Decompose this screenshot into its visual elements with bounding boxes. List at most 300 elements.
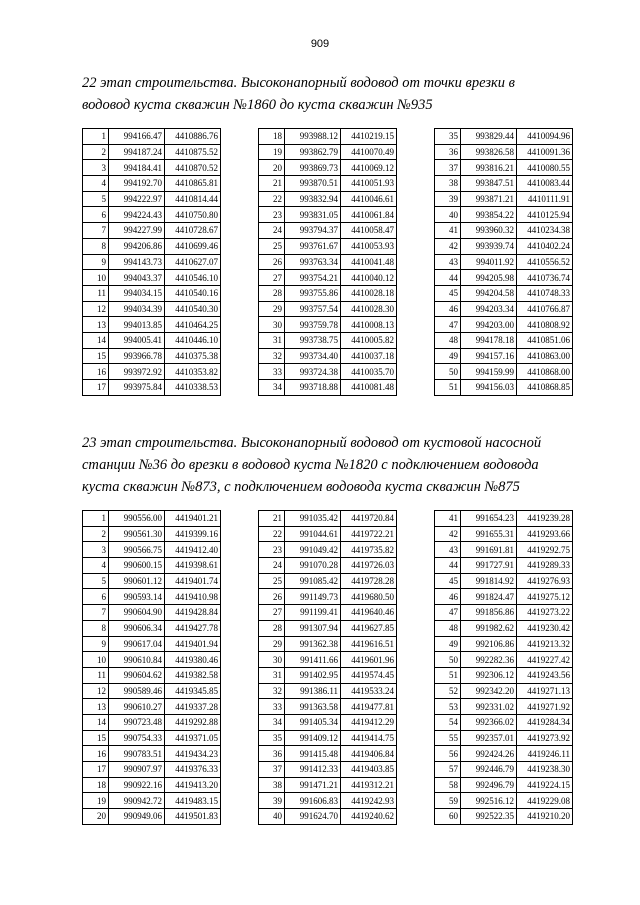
table-row (259, 777, 397, 793)
point-number-cell: 17 (83, 380, 109, 396)
y-coordinate-cell: 4419574.45 (341, 667, 397, 683)
table-row (259, 144, 397, 160)
point-number-cell: 4 (83, 176, 109, 192)
y-coordinate-cell: 4410070.49 (341, 144, 397, 160)
coordinates-table (258, 128, 397, 396)
table-row (83, 605, 221, 621)
y-coordinate-cell: 4419413.20 (165, 777, 221, 793)
table-row (435, 652, 573, 668)
table-row (259, 558, 397, 574)
x-coordinate-cell: 991856.86 (461, 605, 517, 621)
point-number-cell: 1 (83, 511, 109, 527)
point-number-cell: 19 (83, 793, 109, 809)
y-coordinate-cell: 4419427.78 (165, 620, 221, 636)
x-coordinate-cell: 994034.15 (109, 285, 165, 301)
point-number-cell: 45 (435, 285, 461, 301)
section-title-line: 23 этап строительства. Высоконапорный водовод от кустовой насосной (82, 435, 542, 451)
y-coordinate-cell: 4419412.40 (165, 542, 221, 558)
point-number-cell: 53 (435, 699, 461, 715)
y-coordinate-cell: 4410040.12 (341, 270, 397, 286)
y-coordinate-cell: 4419284.34 (517, 714, 573, 730)
table-row (435, 511, 573, 527)
table-row (83, 176, 221, 192)
point-number-cell: 31 (259, 667, 285, 683)
table-row (259, 573, 397, 589)
point-number-cell: 21 (259, 176, 285, 192)
point-number-cell: 35 (259, 730, 285, 746)
x-coordinate-cell: 993816.21 (461, 160, 517, 176)
table-row (83, 191, 221, 207)
x-coordinate-cell: 994034.39 (109, 301, 165, 317)
y-coordinate-cell: 4419401.21 (165, 511, 221, 527)
y-coordinate-cell: 4410058.47 (341, 223, 397, 239)
table-row (83, 636, 221, 652)
x-coordinate-cell: 993718.88 (285, 380, 341, 396)
point-number-cell: 11 (83, 667, 109, 683)
table-row (83, 573, 221, 589)
x-coordinate-cell: 993754.21 (285, 270, 341, 286)
table-row (83, 777, 221, 793)
table-row (259, 270, 397, 286)
table-row (435, 270, 573, 286)
table-row (435, 301, 573, 317)
point-number-cell: 20 (259, 160, 285, 176)
x-coordinate-cell: 993794.37 (285, 223, 341, 239)
y-coordinate-cell: 4419230.42 (517, 620, 573, 636)
point-number-cell: 52 (435, 683, 461, 699)
table-row (83, 714, 221, 730)
table-row (83, 526, 221, 542)
y-coordinate-cell: 4410094.96 (517, 129, 573, 145)
y-coordinate-cell: 4410069.12 (341, 160, 397, 176)
table-row (435, 714, 573, 730)
point-number-cell: 24 (259, 223, 285, 239)
x-coordinate-cell: 990561.30 (109, 526, 165, 542)
x-coordinate-cell: 993826.58 (461, 144, 517, 160)
x-coordinate-cell: 992366.02 (461, 714, 517, 730)
x-coordinate-cell: 994227.99 (109, 223, 165, 239)
x-coordinate-cell: 994192.70 (109, 176, 165, 192)
x-coordinate-cell: 994157.16 (461, 348, 517, 364)
y-coordinate-cell: 4410051.93 (341, 176, 397, 192)
table-row (83, 207, 221, 223)
x-coordinate-cell: 993871.21 (461, 191, 517, 207)
y-coordinate-cell: 4419376.33 (165, 762, 221, 778)
table-row (83, 542, 221, 558)
table-row (259, 589, 397, 605)
x-coordinate-cell: 993734.40 (285, 348, 341, 364)
x-coordinate-cell: 993832.94 (285, 191, 341, 207)
x-coordinate-cell: 991035.42 (285, 511, 341, 527)
x-coordinate-cell: 990566.75 (109, 542, 165, 558)
table-row (435, 683, 573, 699)
table-row (259, 238, 397, 254)
y-coordinate-cell: 4419640.46 (341, 605, 397, 621)
point-number-cell: 29 (259, 636, 285, 652)
x-coordinate-cell: 990604.90 (109, 605, 165, 621)
table-row (435, 542, 573, 558)
point-number-cell: 6 (83, 589, 109, 605)
point-number-cell: 33 (259, 364, 285, 380)
y-coordinate-cell: 4410375.38 (165, 348, 221, 364)
table-row (83, 511, 221, 527)
point-number-cell: 14 (83, 714, 109, 730)
y-coordinate-cell: 4410338.53 (165, 380, 221, 396)
x-coordinate-cell: 993854.22 (461, 207, 517, 223)
coordinates-table (82, 128, 221, 396)
x-coordinate-cell: 993972.92 (109, 364, 165, 380)
table-row (259, 380, 397, 396)
table-row (259, 542, 397, 558)
x-coordinate-cell: 993939.74 (461, 238, 517, 254)
table-row (83, 667, 221, 683)
x-coordinate-cell: 994222.97 (109, 191, 165, 207)
x-coordinate-cell: 994206.86 (109, 238, 165, 254)
x-coordinate-cell: 990589.46 (109, 683, 165, 699)
x-coordinate-cell: 991085.42 (285, 573, 341, 589)
y-coordinate-cell: 4410736.74 (517, 270, 573, 286)
table-row (83, 730, 221, 746)
y-coordinate-cell: 4410699.46 (165, 238, 221, 254)
x-coordinate-cell: 990754.33 (109, 730, 165, 746)
x-coordinate-cell: 991415.48 (285, 746, 341, 762)
point-number-cell: 38 (435, 176, 461, 192)
y-coordinate-cell: 4419292.88 (165, 714, 221, 730)
point-number-cell: 33 (259, 699, 285, 715)
y-coordinate-cell: 4419410.98 (165, 589, 221, 605)
table-row (259, 762, 397, 778)
x-coordinate-cell: 990556.00 (109, 511, 165, 527)
x-coordinate-cell: 994205.98 (461, 270, 517, 286)
point-number-cell: 27 (259, 605, 285, 621)
x-coordinate-cell: 990783.51 (109, 746, 165, 762)
table-row (259, 793, 397, 809)
y-coordinate-cell: 4419728.28 (341, 573, 397, 589)
point-number-cell: 12 (83, 301, 109, 317)
point-number-cell: 43 (435, 254, 461, 270)
y-coordinate-cell: 4419271.13 (517, 683, 573, 699)
point-number-cell: 22 (259, 526, 285, 542)
y-coordinate-cell: 4419312.21 (341, 777, 397, 793)
section-title-line: 22 этап строительства. Высоконапорный водовод от точки врезки в (82, 75, 515, 91)
table-row (83, 699, 221, 715)
y-coordinate-cell: 4410035.70 (341, 364, 397, 380)
point-number-cell: 40 (259, 809, 285, 825)
table-row (83, 746, 221, 762)
x-coordinate-cell: 992496.79 (461, 777, 517, 793)
point-number-cell: 32 (259, 683, 285, 699)
x-coordinate-cell: 991409.12 (285, 730, 341, 746)
point-number-cell: 48 (435, 332, 461, 348)
table-row (259, 652, 397, 668)
y-coordinate-cell: 4410868.00 (517, 364, 573, 380)
x-coordinate-cell: 994156.03 (461, 380, 517, 396)
y-coordinate-cell: 4410748.33 (517, 285, 573, 301)
point-number-cell: 13 (83, 699, 109, 715)
table-row (435, 605, 573, 621)
y-coordinate-cell: 4419380.46 (165, 652, 221, 668)
table-row (259, 223, 397, 239)
y-coordinate-cell: 4410627.07 (165, 254, 221, 270)
table-row (435, 191, 573, 207)
point-number-cell: 14 (83, 332, 109, 348)
table-row (259, 746, 397, 762)
table-row (83, 160, 221, 176)
x-coordinate-cell: 991814.92 (461, 573, 517, 589)
point-number-cell: 22 (259, 191, 285, 207)
point-number-cell: 15 (83, 730, 109, 746)
y-coordinate-cell: 4410037.18 (341, 348, 397, 364)
x-coordinate-cell: 990942.72 (109, 793, 165, 809)
point-number-cell: 51 (435, 380, 461, 396)
x-coordinate-cell: 991363.58 (285, 699, 341, 715)
y-coordinate-cell: 4419533.24 (341, 683, 397, 699)
point-number-cell: 39 (435, 191, 461, 207)
x-coordinate-cell: 992357.01 (461, 730, 517, 746)
point-number-cell: 18 (83, 777, 109, 793)
table-row (259, 620, 397, 636)
point-number-cell: 50 (435, 652, 461, 668)
point-number-cell: 10 (83, 652, 109, 668)
point-number-cell: 9 (83, 254, 109, 270)
point-number-cell: 60 (435, 809, 461, 825)
point-number-cell: 45 (435, 573, 461, 589)
y-coordinate-cell: 4419240.62 (341, 809, 397, 825)
y-coordinate-cell: 4410766.87 (517, 301, 573, 317)
section-title-23 (82, 432, 578, 498)
y-coordinate-cell: 4410875.52 (165, 144, 221, 160)
point-number-cell: 7 (83, 605, 109, 621)
x-coordinate-cell: 991824.47 (461, 589, 517, 605)
point-number-cell: 39 (259, 793, 285, 809)
x-coordinate-cell: 993960.32 (461, 223, 517, 239)
point-number-cell: 30 (259, 652, 285, 668)
x-coordinate-cell: 994204.58 (461, 285, 517, 301)
table-row (83, 223, 221, 239)
x-coordinate-cell: 994159.99 (461, 364, 517, 380)
y-coordinate-cell: 4419289.33 (517, 558, 573, 574)
y-coordinate-cell: 4419337.28 (165, 699, 221, 715)
coordinates-table (434, 510, 573, 825)
y-coordinate-cell: 4419406.84 (341, 746, 397, 762)
x-coordinate-cell: 993755.86 (285, 285, 341, 301)
point-number-cell: 5 (83, 191, 109, 207)
point-number-cell: 25 (259, 573, 285, 589)
y-coordinate-cell: 4410863.00 (517, 348, 573, 364)
y-coordinate-cell: 4419483.15 (165, 793, 221, 809)
x-coordinate-cell: 990593.14 (109, 589, 165, 605)
point-number-cell: 6 (83, 207, 109, 223)
table-row (435, 207, 573, 223)
y-coordinate-cell: 4419403.85 (341, 762, 397, 778)
y-coordinate-cell: 4419680.50 (341, 589, 397, 605)
point-number-cell: 2 (83, 144, 109, 160)
x-coordinate-cell: 990604.62 (109, 667, 165, 683)
y-coordinate-cell: 4419273.92 (517, 730, 573, 746)
table-row (259, 636, 397, 652)
point-number-cell: 12 (83, 683, 109, 699)
x-coordinate-cell: 992106.86 (461, 636, 517, 652)
point-number-cell: 37 (435, 160, 461, 176)
page-number: 909 (310, 38, 330, 50)
y-coordinate-cell: 4410886.76 (165, 129, 221, 145)
point-number-cell: 3 (83, 542, 109, 558)
x-coordinate-cell: 991412.33 (285, 762, 341, 778)
point-number-cell: 29 (259, 301, 285, 317)
x-coordinate-cell: 990600.15 (109, 558, 165, 574)
y-coordinate-cell: 4410046.61 (341, 191, 397, 207)
point-number-cell: 36 (259, 746, 285, 762)
y-coordinate-cell: 4419399.16 (165, 526, 221, 542)
point-number-cell: 16 (83, 364, 109, 380)
table-row (259, 160, 397, 176)
table-row (83, 317, 221, 333)
x-coordinate-cell: 990610.27 (109, 699, 165, 715)
x-coordinate-cell: 994011.92 (461, 254, 517, 270)
table-row (259, 317, 397, 333)
x-coordinate-cell: 991362.38 (285, 636, 341, 652)
point-number-cell: 34 (259, 380, 285, 396)
table-row (83, 620, 221, 636)
table-row (259, 809, 397, 825)
point-number-cell: 36 (435, 144, 461, 160)
table-row (259, 191, 397, 207)
point-number-cell: 58 (435, 777, 461, 793)
x-coordinate-cell: 991386.11 (285, 683, 341, 699)
point-number-cell: 41 (435, 223, 461, 239)
x-coordinate-cell: 994143.73 (109, 254, 165, 270)
y-coordinate-cell: 4419477.81 (341, 699, 397, 715)
point-number-cell: 1 (83, 129, 109, 145)
y-coordinate-cell: 4419242.93 (341, 793, 397, 809)
table-row (83, 254, 221, 270)
y-coordinate-cell: 4410870.52 (165, 160, 221, 176)
x-coordinate-cell: 994184.41 (109, 160, 165, 176)
point-number-cell: 2 (83, 526, 109, 542)
x-coordinate-cell: 993759.78 (285, 317, 341, 333)
x-coordinate-cell: 991655.31 (461, 526, 517, 542)
section-title-line: куста скважин №873, с подключением водовода куста скважин №875 (82, 479, 520, 495)
y-coordinate-cell: 4419271.92 (517, 699, 573, 715)
table-row (83, 558, 221, 574)
table-row (435, 558, 573, 574)
point-number-cell: 42 (435, 238, 461, 254)
x-coordinate-cell: 992342.20 (461, 683, 517, 699)
table-row (83, 364, 221, 380)
y-coordinate-cell: 4410446.10 (165, 332, 221, 348)
x-coordinate-cell: 990922.16 (109, 777, 165, 793)
x-coordinate-cell: 993757.54 (285, 301, 341, 317)
table-row (259, 176, 397, 192)
table-row (435, 699, 573, 715)
point-number-cell: 21 (259, 511, 285, 527)
coordinates-table (258, 510, 397, 825)
x-coordinate-cell: 990949.06 (109, 809, 165, 825)
x-coordinate-cell: 991307.94 (285, 620, 341, 636)
table-row (435, 285, 573, 301)
point-number-cell: 8 (83, 238, 109, 254)
point-number-cell: 41 (435, 511, 461, 527)
point-number-cell: 15 (83, 348, 109, 364)
point-number-cell: 30 (259, 317, 285, 333)
point-number-cell: 26 (259, 589, 285, 605)
y-coordinate-cell: 4410546.10 (165, 270, 221, 286)
point-number-cell: 44 (435, 558, 461, 574)
point-number-cell: 13 (83, 317, 109, 333)
x-coordinate-cell: 993738.75 (285, 332, 341, 348)
y-coordinate-cell: 4410728.67 (165, 223, 221, 239)
table-row (259, 301, 397, 317)
point-number-cell: 23 (259, 542, 285, 558)
table-row (83, 683, 221, 699)
y-coordinate-cell: 4419224.15 (517, 777, 573, 793)
x-coordinate-cell: 991149.73 (285, 589, 341, 605)
y-coordinate-cell: 4410125.94 (517, 207, 573, 223)
point-number-cell: 5 (83, 573, 109, 589)
x-coordinate-cell: 991727.91 (461, 558, 517, 574)
y-coordinate-cell: 4419735.82 (341, 542, 397, 558)
x-coordinate-cell: 993869.73 (285, 160, 341, 176)
point-number-cell: 32 (259, 348, 285, 364)
table-row (435, 380, 573, 396)
table-row (435, 317, 573, 333)
coordinates-table (82, 510, 221, 825)
table-row (435, 762, 573, 778)
table-row (259, 699, 397, 715)
x-coordinate-cell: 990610.84 (109, 652, 165, 668)
table-row (259, 364, 397, 380)
table-row (259, 254, 397, 270)
y-coordinate-cell: 4410540.16 (165, 285, 221, 301)
y-coordinate-cell: 4410008.13 (341, 317, 397, 333)
table-row (435, 667, 573, 683)
y-coordinate-cell: 4419726.03 (341, 558, 397, 574)
point-number-cell: 38 (259, 777, 285, 793)
y-coordinate-cell: 4419246.11 (517, 746, 573, 762)
table-row (259, 605, 397, 621)
point-number-cell: 28 (259, 285, 285, 301)
y-coordinate-cell: 4410865.81 (165, 176, 221, 192)
y-coordinate-cell: 4410081.48 (341, 380, 397, 396)
x-coordinate-cell: 991654.23 (461, 511, 517, 527)
y-coordinate-cell: 4419398.61 (165, 558, 221, 574)
point-number-cell: 40 (435, 207, 461, 223)
point-number-cell: 51 (435, 667, 461, 683)
y-coordinate-cell: 4410053.93 (341, 238, 397, 254)
table-row (435, 746, 573, 762)
x-coordinate-cell: 992282.36 (461, 652, 517, 668)
x-coordinate-cell: 993761.67 (285, 238, 341, 254)
x-coordinate-cell: 994178.18 (461, 332, 517, 348)
y-coordinate-cell: 4410041.48 (341, 254, 397, 270)
table-row (259, 526, 397, 542)
table-row (435, 793, 573, 809)
table-row (259, 285, 397, 301)
table-row (435, 160, 573, 176)
y-coordinate-cell: 4410556.52 (517, 254, 573, 270)
table-row (83, 270, 221, 286)
point-number-cell: 44 (435, 270, 461, 286)
y-coordinate-cell: 4419414.75 (341, 730, 397, 746)
y-coordinate-cell: 4410028.30 (341, 301, 397, 317)
table-row (435, 777, 573, 793)
point-number-cell: 47 (435, 605, 461, 621)
table-row (259, 348, 397, 364)
table-row (83, 301, 221, 317)
y-coordinate-cell: 4419720.84 (341, 511, 397, 527)
y-coordinate-cell: 4419273.22 (517, 605, 573, 621)
y-coordinate-cell: 4419239.28 (517, 511, 573, 527)
